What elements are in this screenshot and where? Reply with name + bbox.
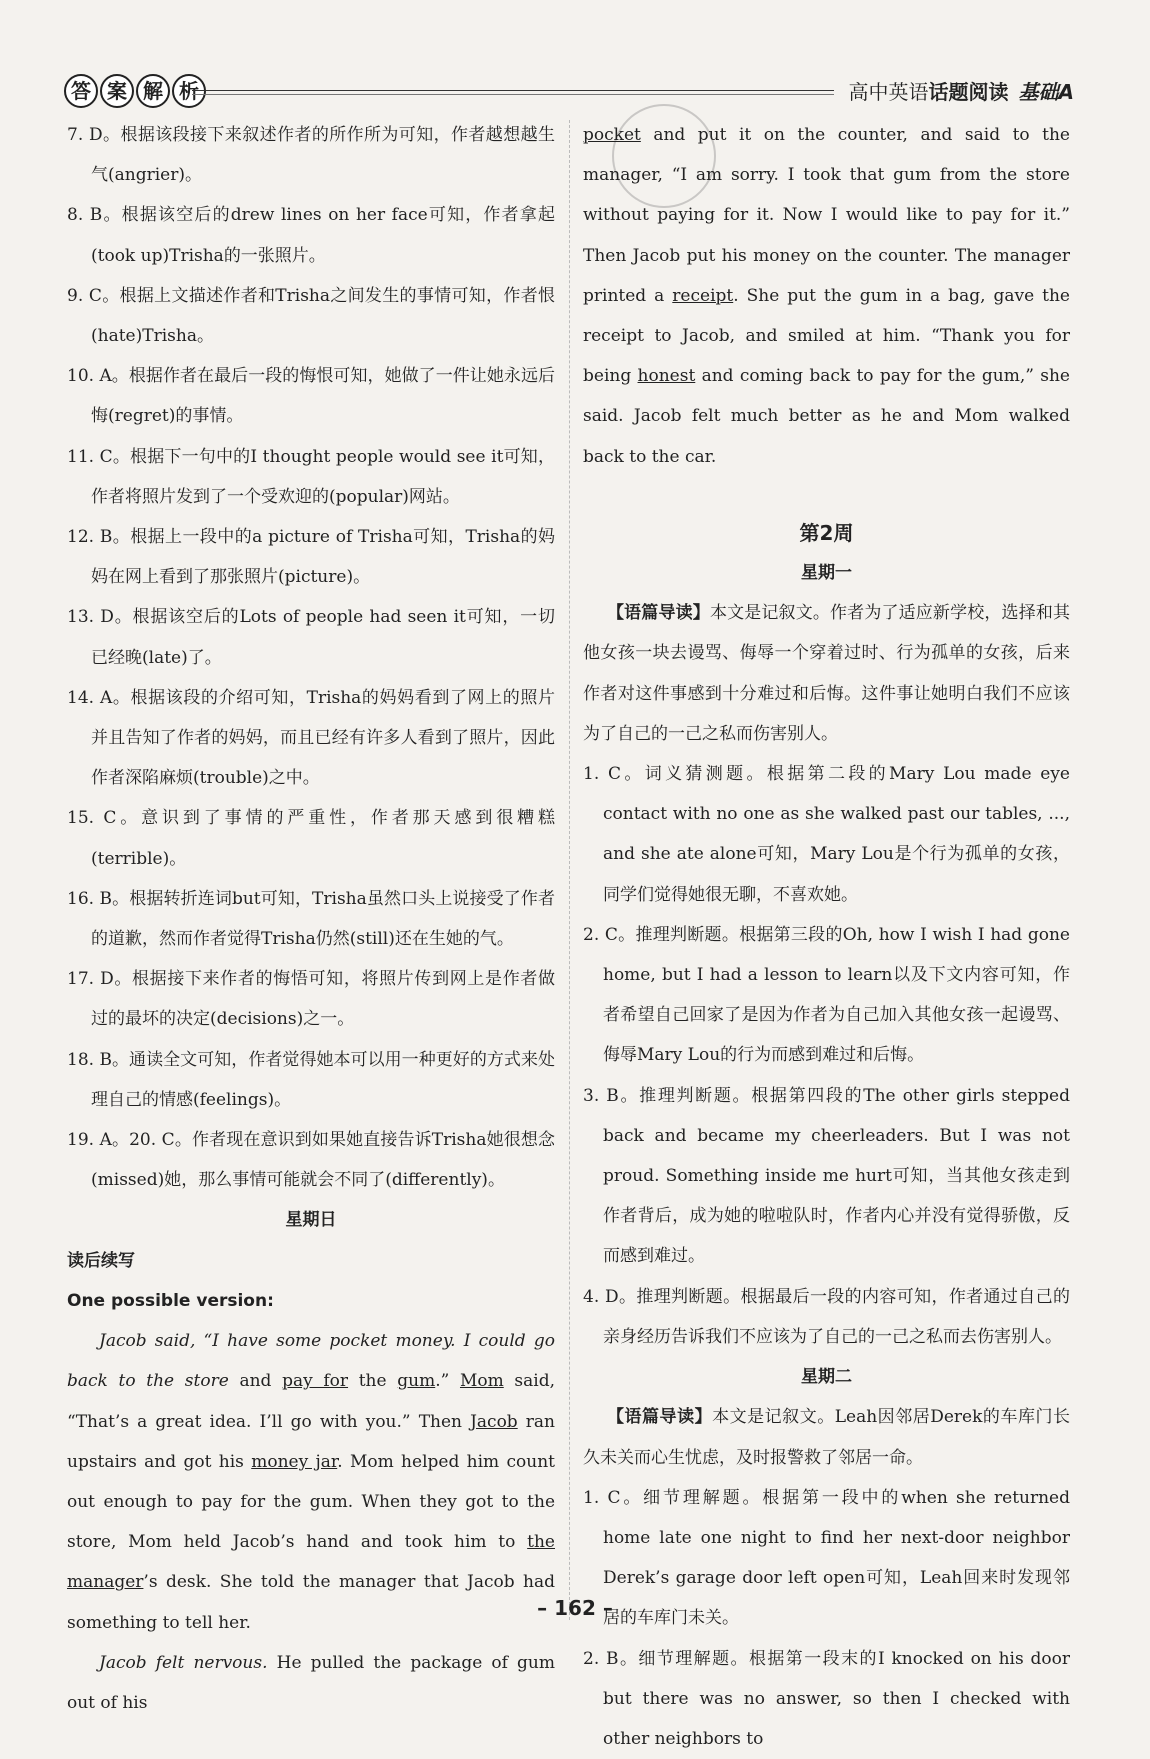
answer-item: 12. B。根据上一段中的a picture of Trisha可知，Trisha的妈妈在网上看到了那张照片(picture)。 [67,527,555,588]
logo-char: 答 [64,74,98,108]
answer-item: 13. D。根据该空后的Lots of people had seen it可知，一切已经晚(late)了。 [67,607,555,668]
underlined-text: gum [397,1371,436,1392]
version-title: One possible version: [67,1290,274,1311]
section-title: 读后续写 [67,1250,135,1271]
underlined-text: receipt [672,285,734,306]
underlined-text: pay for [282,1371,349,1392]
text-run: . She put the gum in a bag, gave the receipt to Jacob, and smiled at him. “Thank you for being [583,285,1070,387]
answer-item: 2. B。细节理解题。根据第一段末的I knocked on his door but there was no answer, so then I checked with other neighbors to [583,1648,1070,1749]
passage-guide [583,593,1070,754]
answer-item: 9. C。根据上文描述作者和Trisha之间发生的事情可知，作者恨(hate)Trisha。 [67,285,555,347]
passage-guide [583,1397,1070,1477]
monday-heading: 星期一 [801,563,852,584]
column-divider [569,120,570,1620]
guide-text: 本文是记叙文。作者为了适应新学校，选择和其他女孩一块去谩骂、侮辱一个穿着过时、行为孤单的女孩，后来作者对这件事感到十分难过和后悔。这件事让她明白我们不应该为了自己的一己之私而伤害别人。 [583,603,1071,744]
answer-item: 11. C。根据下一句中的I thought people would see it可知，作者将照片发到了一个受欢迎的(popular)网站。 [67,446,555,507]
week-heading: 第2周 [799,520,854,545]
answer-analysis-logo [64,74,206,108]
page-number: – 162 – [537,1596,613,1620]
underlined-text: Jacob [470,1411,518,1432]
text-run: said, “That’s a great idea. I’ll go with you.” Then [67,1371,556,1432]
sample-paragraph-1 [67,1321,555,1643]
underlined-text: pocket [583,125,641,145]
answer-item: 1. C。词义猜测题。根据第二段的Mary Lou made eye contact with no one as she walked past our tables, ..., and she ate alone可知，Mary Lou是个行为孤单的女孩，同学们觉得她很无聊，不喜欢她。 [583,764,1070,905]
guide-text: 本文是记叙文。Leah因邻居Derek的车库门长久未关而心生忧虑，及时报警救了邻居一命。 [583,1407,1070,1468]
answer-item: 19. A。20. C。作者现在意识到如果她直接告诉Trisha她很想念(missed)她，那么事情可能就会不同了(differently)。 [67,1130,555,1191]
text-run: and coming back to pay for the gum,” she said. Jacob felt much better as he and Mom walked back to the car. [583,366,1070,467]
answer-item: 8. B。根据该空后的drew lines on her face可知，作者拿起(took up)Trisha的一张照片。 [67,205,555,266]
sunday-heading: 星期日 [285,1210,337,1231]
answer-item: 10. A。根据作者在最后一段的悔恨可知，她做了一件让她永远后悔(regret)的事情。 [67,366,555,427]
right-column [583,115,1070,1759]
underlined-text: honest [637,366,696,387]
answer-item: 17. D。根据接下来作者的悔悟可知，将照片传到网上是作者做过的最坏的决定(decisions)之一。 [67,969,555,1030]
book-title [849,76,1074,105]
book-title-plain: 高中英语 [848,80,929,104]
answer-item: 16. B。根据转折连词but可知，Trisha虽然口头上说接受了作者的道歉，然而作者觉得Trisha仍然(still)还在生她的气。 [67,888,555,950]
left-column [67,115,555,1723]
answer-item: 7. D。根据该段接下来叙述作者的所作所为可知，作者越想越生气(angrier)。 [67,125,555,186]
page-header [64,70,1074,110]
answer-item: 14. A。根据该段的介绍可知，Trisha的妈妈看到了网上的照片并且告知了作者的妈妈，而且已经有许多人看到了照片，因此作者深陷麻烦(trouble)之中。 [67,687,555,789]
text-run: He pulled the package of gum out of his [67,1652,555,1713]
text-run: . Mom helped him count out enough to pay for the gum. When they got to the store, Mom held Jacob’s hand and took him to [67,1451,556,1553]
text-run: the [348,1371,398,1392]
header-rule-thin [192,94,834,95]
answer-item: 18. B。通读全文可知，作者觉得她本可以用一种更好的方式来处理自己的情感(feelings)。 [67,1049,555,1110]
paragraph-start: Jacob said, “I have some pocket money. I could go back to the store [67,1331,555,1392]
underlined-text: money jar [251,1451,338,1472]
header-rule [192,90,834,91]
underlined-text: Mom [459,1371,504,1392]
logo-char: 析 [172,74,206,108]
logo-char: 案 [100,74,134,108]
answer-item: 3. B。推理判断题。根据第四段的The other girls stepped back and became my cheerleaders. But I was not proud. Something inside me hurt可知，当其他女孩走到作者背后，成为她的啦啦队时，作者内心并没有觉得骄傲，反而感到难过。 [583,1085,1070,1267]
book-title-bold: 话题阅读 [928,80,1009,104]
text-run: and put it on the counter, and said to the manager, “I am sorry. I took that gum from the store without paying for it. Now I would like to pay for it.” Then Jacob put his money on the counter. The manager printed a [583,125,1070,306]
text-run: ran upstairs and got his [67,1411,555,1472]
text-run: .” [435,1371,460,1392]
answer-item: 15. C。意识到了事情的严重性，作者那天感到很糟糕(terrible)。 [67,808,555,869]
sample-paragraph-2-continued [583,115,1070,477]
answer-item: 4. D。推理判断题。根据最后一段的内容可知，作者通过自己的亲身经历告诉我们不应该为了自己的一己之私而去伤害别人。 [583,1286,1070,1347]
answer-item: 1. C。细节理解题。根据第一段中的when she returned home late one night to find her next-door neighbor Derek’s garage door left open可知，Leah回来时发现邻居的车库门未关。 [583,1487,1070,1629]
tuesday-heading: 星期二 [801,1367,852,1388]
paragraph-start: Jacob felt nervous. [99,1652,268,1673]
text-run: ’s desk. She told the manager that Jacob had something to tell her. [67,1572,555,1633]
guide-label: 【语篇导读】 [607,603,710,624]
text-run: and [228,1371,283,1392]
answer-item: 2. C。推理判断题。根据第三段的Oh, how I wish I had gone home, but I had a lesson to learn以及下文内容可知，作者希望自己回家了是因为作者为自己加入其他女孩一起谩骂、侮辱Mary Lou的行为而感到难过和后悔。 [583,924,1070,1066]
book-level: 基础A [1018,80,1074,104]
underlined-text: the manager [67,1532,555,1593]
sample-paragraph-2 [67,1643,555,1723]
logo-char: 解 [136,74,170,108]
guide-label: 【语篇导读】 [607,1407,713,1428]
